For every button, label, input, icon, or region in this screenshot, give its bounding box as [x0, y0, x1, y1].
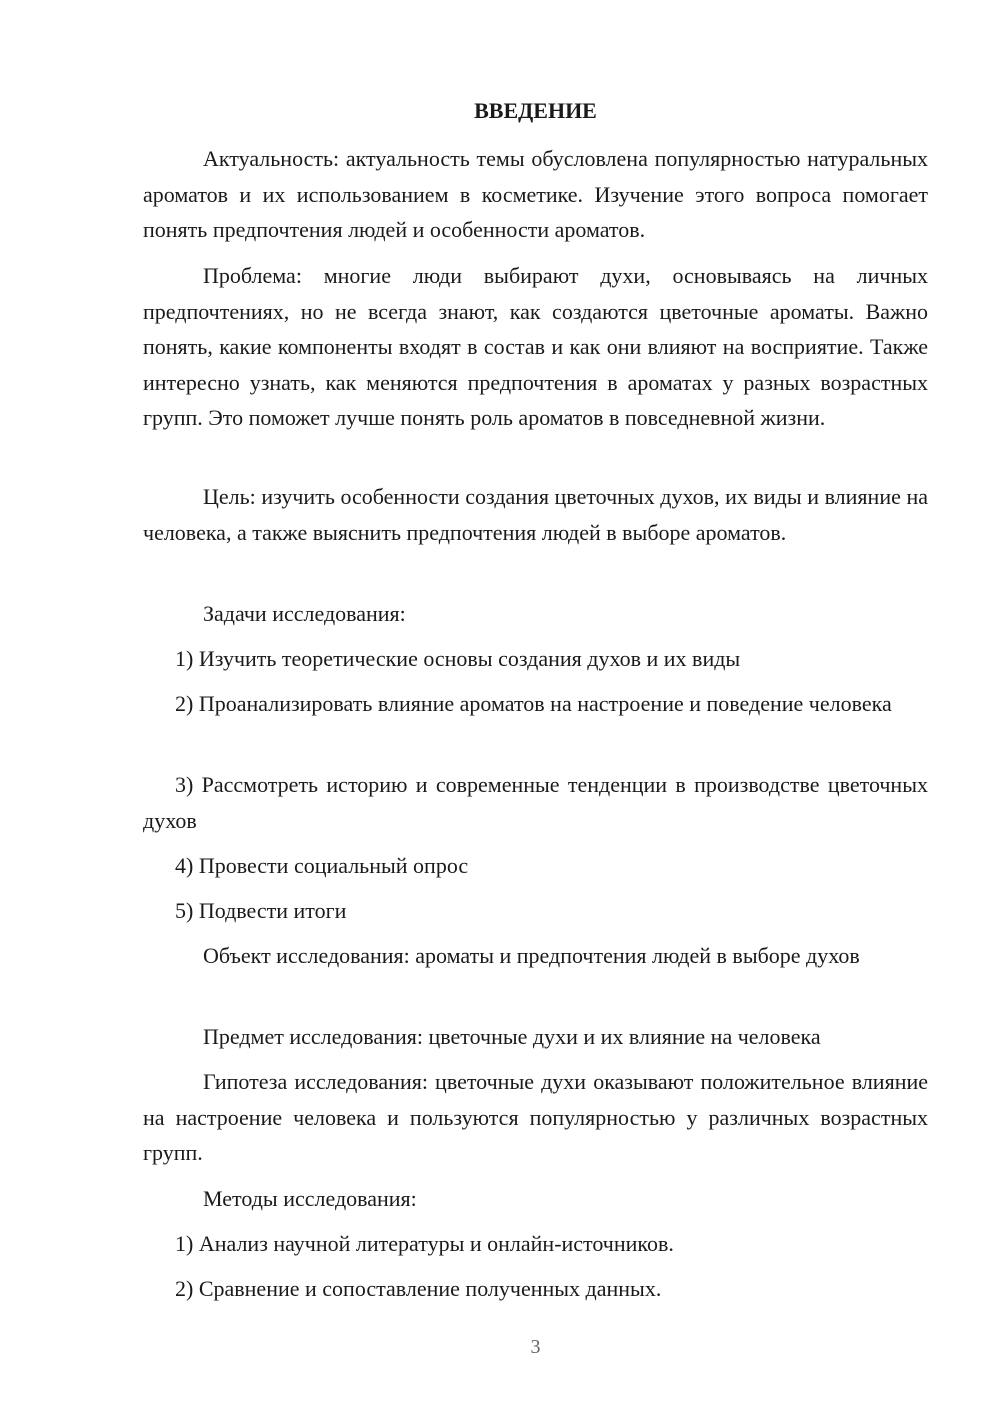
relevance-paragraph: Актуальность: актуальность темы обусловлена популярностью натуральных ароматов и их использованием в косметике. Изучение этого вопроса помогает понять предпочтения людей и особенности ароматов. [143, 146, 928, 242]
task-item: 1) Изучить теоретические основы создания духов и их виды [175, 646, 741, 671]
tasks-heading: Задачи исследования: [203, 601, 406, 626]
methods-heading: Методы исследования: [203, 1186, 417, 1211]
task-item: 2) Проанализировать влияние ароматов на настроение и поведение человека [175, 691, 892, 716]
method-item: 1) Анализ научной литературы и онлайн-источников. [175, 1231, 674, 1256]
method-item: 2) Сравнение и сопоставление полученных данных. [175, 1276, 662, 1301]
task-item: 5) Подвести итоги [175, 898, 347, 923]
object-paragraph: Объект исследования: ароматы и предпочтения людей в выборе духов [203, 943, 860, 968]
hypothesis-paragraph: Гипотеза исследования: цветочные духи оказывают положительное влияние на настроение человека и пользуются популярностью у различных возрастных групп. [143, 1069, 928, 1165]
problem-paragraph: Проблема: многие люди выбирают духи, основываясь на личных предпочтениях, но не всегда знают, как создаются цветочные ароматы. Важно понять, какие компоненты входят в состав и как они влияют на восприятие. Также интересно узнать, как меняются предпочтения в ароматах у разных возрастных групп. Это поможет лучше понять роль ароматов в повседневной жизни. [143, 263, 928, 430]
goal-paragraph: Цель: изучить особенности создания цветочных духов, их виды и влияние на человека, а также выяснить предпочтения людей в выборе ароматов. [143, 484, 928, 545]
page-number: 3 [530, 1336, 541, 1358]
document-page [143, 0, 928, 1414]
subject-paragraph: Предмет исследования: цветочные духи и их влияние на человека [203, 1024, 821, 1049]
page-title: ВВЕДЕНИЕ [474, 98, 597, 123]
task-item: 4) Провести социальный опрос [175, 853, 469, 878]
task-item: 3) Рассмотреть историю и современные тенденции в производстве цветочных духов [143, 772, 928, 833]
